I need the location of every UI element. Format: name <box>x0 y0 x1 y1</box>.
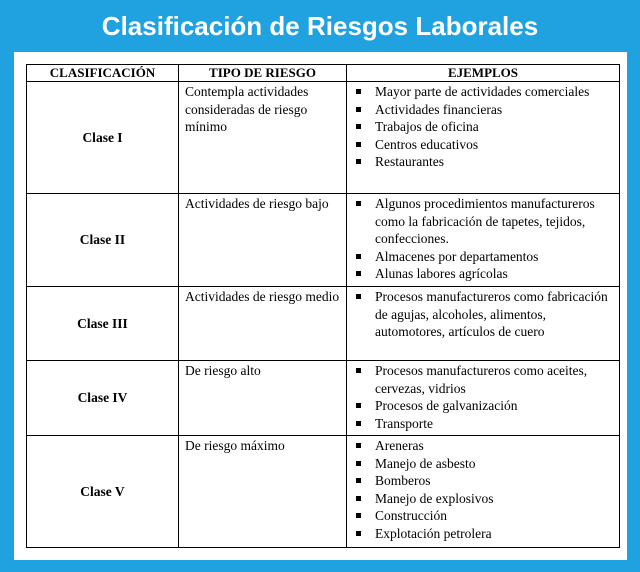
clase-cell: Clase II <box>27 194 179 287</box>
tipo-cell: De riesgo máximo <box>179 436 347 548</box>
header-clasificacion: CLASIFICACIÓN <box>27 65 179 82</box>
ejemplos-cell <box>347 287 620 361</box>
clase-cell: Clase IV <box>27 361 179 436</box>
list-item: Actividades financieras <box>353 101 613 119</box>
list-item: Explotación petrolera <box>353 525 613 543</box>
list-item: Mayor parte de actividades comerciales <box>353 83 613 101</box>
tipo-cell: Actividades de riesgo medio <box>179 287 347 361</box>
list-item: Procesos manufactureros como aceites, cervezas, vidrios <box>353 362 613 397</box>
list-item: Centros educativos <box>353 136 613 154</box>
list-item: Trabajos de oficina <box>353 118 613 136</box>
list-item: Construcción <box>353 507 613 525</box>
list-item: Bomberos <box>353 472 613 490</box>
risk-classification-table <box>26 64 620 548</box>
ejemplos-cell <box>347 361 620 436</box>
page-title: Clasificación de Riesgos Laborales <box>101 11 539 41</box>
list-item: Areneras <box>353 437 613 455</box>
tipo-cell: De riesgo alto <box>179 361 347 436</box>
list-item: Manejo de asbesto <box>353 455 613 473</box>
list-item: Manejo de explosivos <box>353 490 613 508</box>
table-card <box>14 52 627 560</box>
table-row <box>27 436 620 548</box>
clase-cell: Clase I <box>27 82 179 194</box>
header-tipo-de-riesgo: TIPO DE RIESGO <box>179 65 347 82</box>
list-item: Alunas labores agrícolas <box>353 265 613 283</box>
list-item: Transporte <box>353 415 613 433</box>
clase-cell: Clase V <box>27 436 179 548</box>
clase-cell: Clase III <box>27 287 179 361</box>
ejemplos-cell <box>347 436 620 548</box>
table-row <box>27 82 620 194</box>
header-ejemplos: EJEMPLOS <box>347 65 620 82</box>
table-row <box>27 194 620 287</box>
table-row <box>27 361 620 436</box>
table-header-row <box>27 65 620 82</box>
ejemplos-cell <box>347 82 620 194</box>
list-item: Restaurantes <box>353 153 613 171</box>
list-item: Almacenes por departamentos <box>353 248 613 266</box>
table-row <box>27 287 620 361</box>
tipo-cell: Contempla actividades consideradas de riesgo mínimo <box>179 82 347 194</box>
list-item: Procesos manufactureros como fabricación de agujas, alcoholes, alimentos, automotores, artículos de cuero <box>353 288 613 341</box>
tipo-cell: Actividades de riesgo bajo <box>179 194 347 287</box>
list-item: Procesos de galvanización <box>353 397 613 415</box>
ejemplos-cell <box>347 194 620 287</box>
list-item: Algunos procedimientos manufactureros como la fabricación de tapetes, tejidos, confecciones. <box>353 195 613 248</box>
